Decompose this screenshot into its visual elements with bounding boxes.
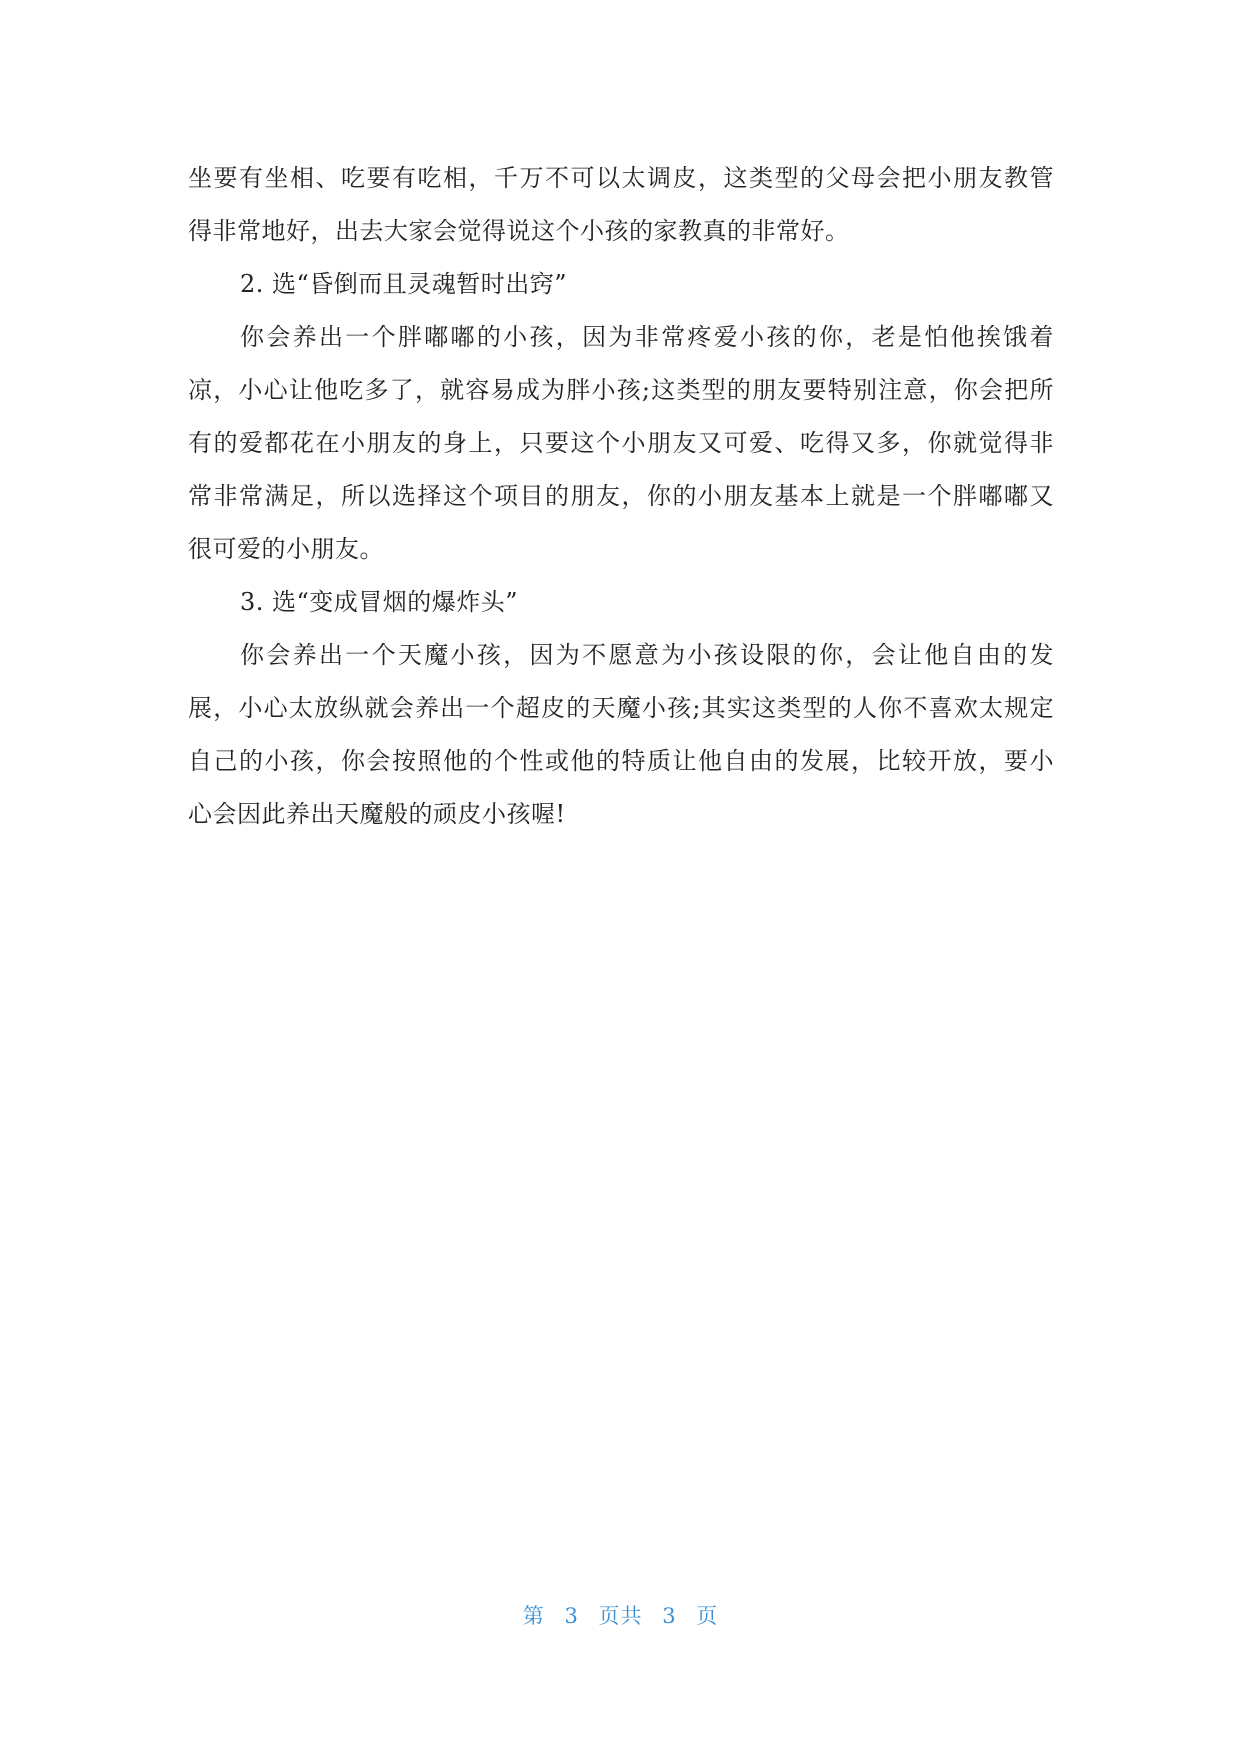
section-heading: 3. 选“变成冒烟的爆炸头” [240, 588, 519, 616]
footer-label-page: 第 [522, 1604, 545, 1628]
text-line: 你会养出一个胖嘟嘟的小孩，因为非常疼爱小孩的你，老是怕他挨饿着 [240, 323, 1054, 351]
text-line: 自己的小孩，你会按照他的个性或他的特质让他自由的发展，比较开放，要小 [188, 747, 1054, 775]
page-footer [0, 1600, 1241, 1630]
text-line: 坐要有坐相、吃要有吃相，千万不可以太调皮，这类型的父母会把小朋友教管 [188, 164, 1054, 192]
text-line: 有的爱都花在小朋友的身上，只要这个小朋友又可爱、吃得又多，你就觉得非 [188, 429, 1054, 457]
text-line: 你会养出一个天魔小孩，因为不愿意为小孩设限的你，会让他自由的发 [240, 641, 1054, 669]
footer-label-of: 页共 [598, 1604, 643, 1628]
footer-label-end: 页 [696, 1604, 719, 1628]
text-line: 很可爱的小朋友。 [188, 535, 384, 563]
total-pages-number: 3 [662, 1604, 677, 1628]
text-line: 心会因此养出天魔般的顽皮小孩喔! [188, 800, 566, 828]
text-line: 常非常满足，所以选择这个项目的朋友，你的小朋友基本上就是一个胖嘟嘟又 [188, 482, 1054, 510]
text-line: 展，小心太放纵就会养出一个超皮的天魔小孩;其实这类型的人你不喜欢太规定 [188, 694, 1054, 722]
current-page-number: 3 [564, 1604, 579, 1628]
section-heading: 2. 选“昏倒而且灵魂暂时出窍” [240, 270, 568, 298]
text-line: 凉，小心让他吃多了，就容易成为胖小孩;这类型的朋友要特别注意，你会把所 [188, 376, 1054, 404]
body-text [188, 152, 1054, 841]
text-line: 得非常地好，出去大家会觉得说这个小孩的家教真的非常好。 [188, 217, 850, 245]
